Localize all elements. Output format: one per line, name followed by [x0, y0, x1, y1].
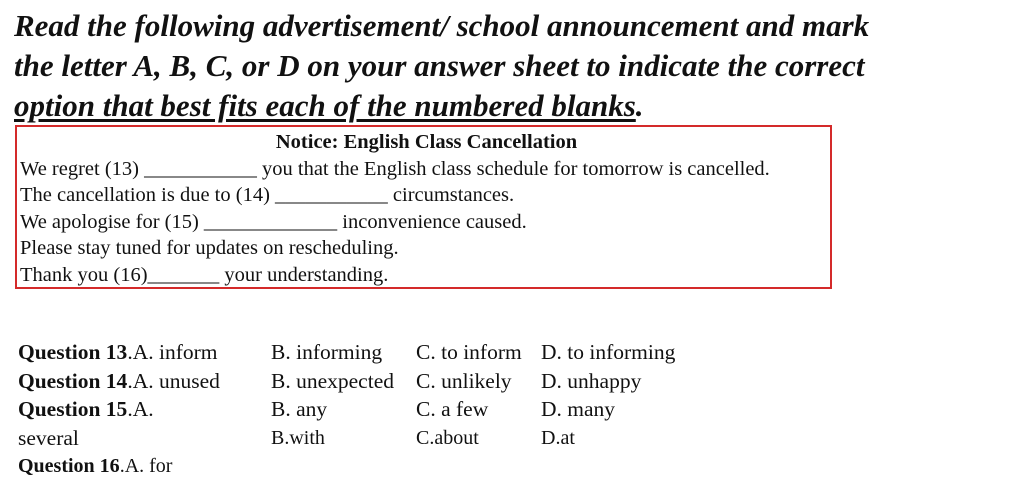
notice-line-2: The cancellation is due to (14) ___________ circumstances. — [20, 184, 515, 206]
q15-option-b: B. any — [271, 397, 328, 421]
notice-line-4: Please stay tuned for updates on rescheduling. — [20, 237, 399, 259]
q14-option-a: .A. unused — [127, 368, 220, 393]
q16-option-b: B.with — [271, 426, 325, 449]
instruction-line-2: the letter A, B, C, or D on your answer sheet to indicate the correct — [14, 48, 865, 83]
q16-option-a: .A. for — [119, 455, 173, 477]
question-13-label: Question 13 — [18, 340, 128, 364]
q13-option-a: .A. inform — [127, 340, 218, 364]
q13-option-c: C. to inform — [416, 340, 522, 364]
q14-option-c: C. unlikely — [416, 368, 512, 393]
instructions — [14, 6, 1014, 126]
instruction-line-1: Read the following advertisement/ school announcement and mark — [14, 8, 870, 43]
notice-title: Notice: English Class Cancellation — [275, 131, 578, 153]
q16-option-c: C.about — [416, 426, 479, 449]
q14-option-d: D. unhappy — [541, 368, 642, 393]
instruction-line-3: option that best fits each of the numbered blanks. — [14, 88, 644, 123]
instruction-line-3-text: option that best fits each of the numbered blanks — [14, 88, 636, 123]
notice-line-3: We apologise for (15) _____________ inconvenience caused. — [20, 210, 527, 233]
question-14-label: Question 14 — [18, 368, 128, 393]
q16-option-d: D.at — [541, 426, 575, 449]
q15-option-a-continued: several — [18, 425, 79, 450]
q15-option-a: .A. — [127, 397, 154, 421]
q14-option-b: B. unexpected — [271, 368, 394, 393]
question-15-label: Question 15 — [18, 397, 128, 421]
notice-box — [15, 125, 832, 289]
q15-option-d: D. many — [541, 397, 616, 421]
q13-option-b: B. informing — [271, 340, 383, 364]
question-16-label: Question 16 — [18, 455, 120, 477]
q15-option-c: C. a few — [416, 397, 489, 421]
notice-line-1: We regret (13) ___________ you that the English class schedule for tomorrow is cancelled. — [20, 157, 770, 180]
q13-option-d: D. to informing — [541, 340, 676, 364]
notice-line-5: Thank you (16)_______ your understanding. — [20, 263, 389, 286]
